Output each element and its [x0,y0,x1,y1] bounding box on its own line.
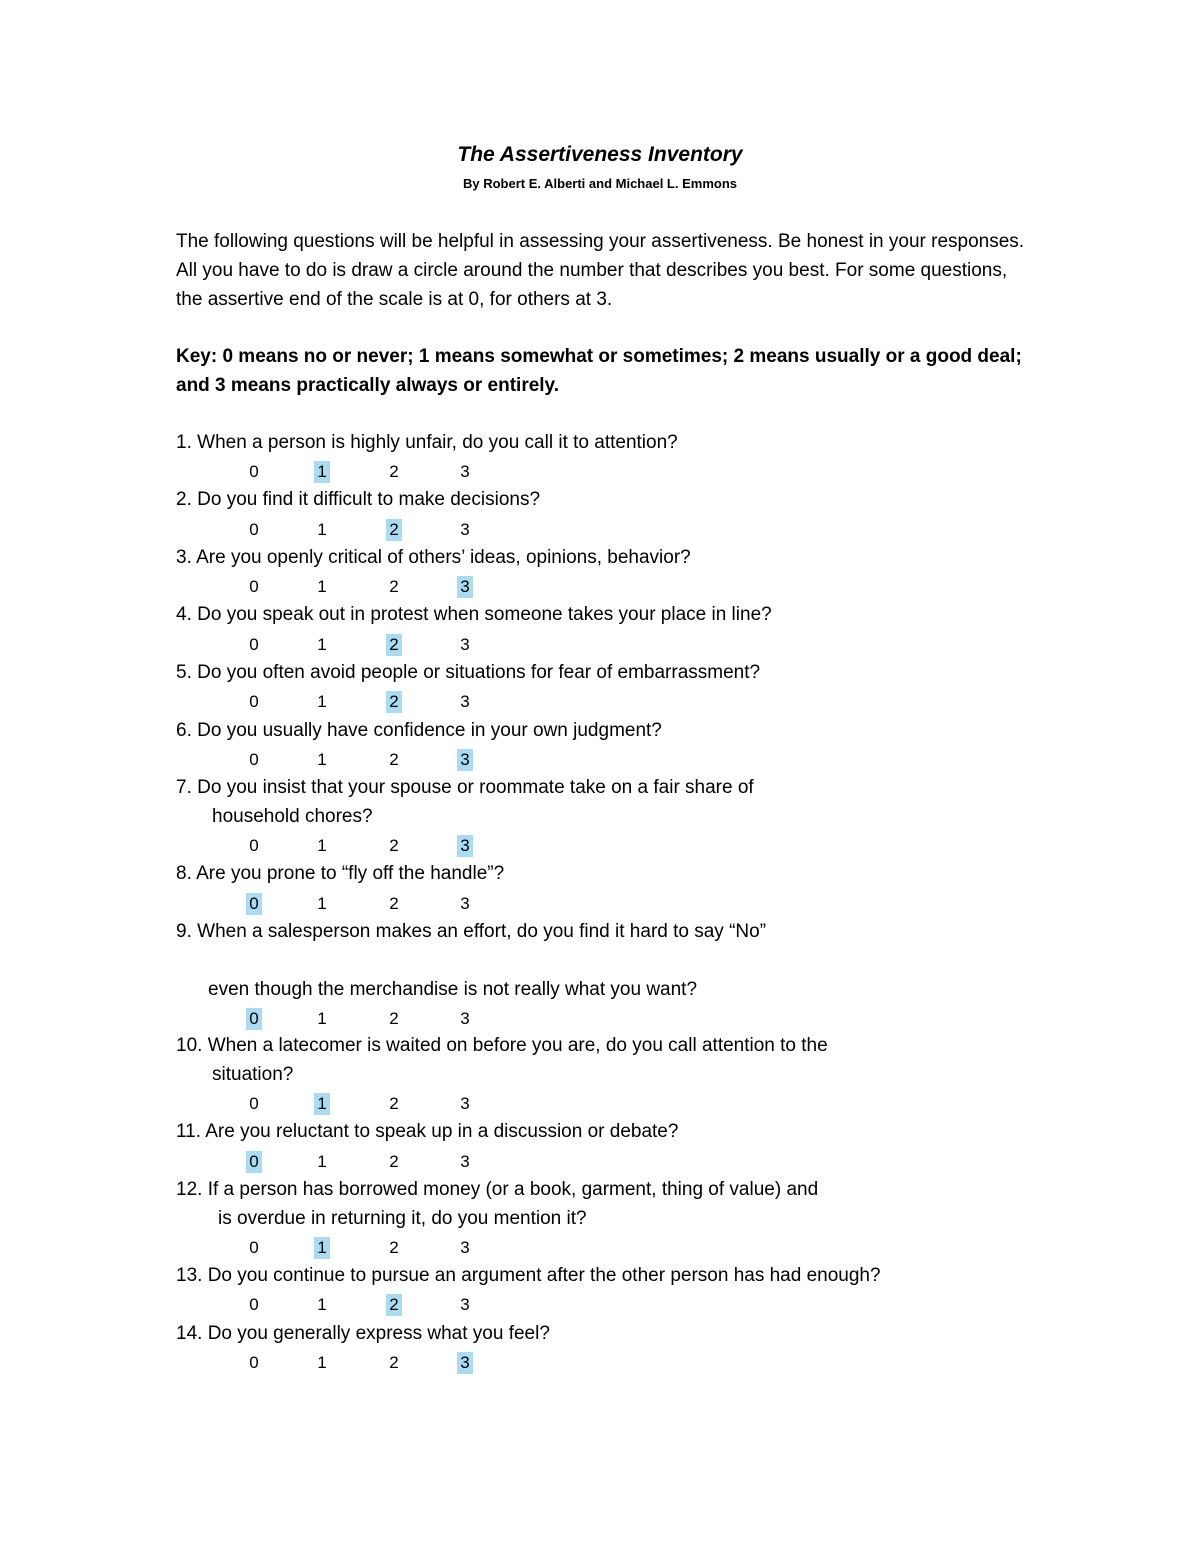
question-number: 14. [176,1323,203,1344]
question-7 [176,773,754,802]
rating-option-0[interactable]: 0 [246,1008,262,1030]
question-6 [176,716,662,745]
question-number: 2. [176,489,192,510]
question-5 [176,658,760,687]
rating-option-1[interactable]: 1 [317,577,327,596]
rating-option-1[interactable]: 1 [317,1353,327,1372]
rating-option-2[interactable]: 2 [386,634,402,656]
rating-option-1[interactable]: 1 [317,520,327,539]
rating-option-2[interactable]: 2 [389,894,399,913]
question-text: When a salesperson makes an effort, do you find it hard to say “No” [197,921,767,942]
rating-option-0[interactable]: 0 [246,893,262,915]
rating-option-1[interactable]: 1 [317,1152,327,1171]
question-number: 7. [176,777,192,798]
rating-option-2[interactable]: 2 [386,691,402,713]
rating-option-1[interactable]: 1 [317,692,327,711]
rating-option-1[interactable]: 1 [317,1295,327,1314]
question-11 [176,1117,678,1146]
question-text: Are you reluctant to speak up in a discussion or debate? [205,1121,679,1142]
rating-option-3[interactable]: 3 [460,520,470,539]
question-text: Do you often avoid people or situations for fear of embarrassment? [197,662,761,683]
document-byline: By Robert E. Alberti and Michael L. Emmons [462,176,737,191]
question-14 [176,1319,550,1348]
question-text: Do you insist that your spouse or roommate take on a fair share of [197,777,754,798]
question-number: 8. [176,863,192,884]
intro-paragraph: The following questions will be helpful in assessing your assertiveness. Be honest in your responses. All you have to do is draw a circle around the number that describes you best. For some questions, the assertive end of the scale is at 0, for others at 3. [176,231,1025,310]
rating-option-1[interactable]: 1 [317,836,327,855]
rating-option-0[interactable]: 0 [249,1295,259,1314]
question-12 [176,1175,818,1204]
rating-option-3[interactable]: 3 [457,1352,473,1374]
question-3 [176,543,691,572]
rating-option-1[interactable]: 1 [314,1237,330,1259]
question-text: If a person has borrowed money (or a book, garment, thing of value) and [207,1179,819,1200]
question-number: 13. [176,1265,203,1286]
rating-option-3[interactable]: 3 [460,894,470,913]
rating-option-1[interactable]: 1 [317,635,327,654]
rating-option-2[interactable]: 2 [389,1353,399,1372]
rating-option-0[interactable]: 0 [249,635,259,654]
rating-option-2[interactable]: 2 [389,836,399,855]
rating-option-1[interactable]: 1 [317,894,327,913]
rating-option-0[interactable]: 0 [249,577,259,596]
rating-option-0[interactable]: 0 [249,1094,259,1113]
rating-option-2[interactable]: 2 [386,1294,402,1316]
rating-option-1[interactable]: 1 [317,750,327,769]
rating-option-0[interactable]: 0 [249,462,259,481]
rating-option-0[interactable]: 0 [249,520,259,539]
question-text: Do you speak out in protest when someone takes your place in line? [197,604,772,625]
question-number: 3. [176,547,192,568]
question-number: 10. [176,1035,203,1056]
rating-option-3[interactable]: 3 [460,635,470,654]
question-number: 4. [176,604,192,625]
rating-option-3[interactable]: 3 [457,576,473,598]
question-text-continued: situation? [212,1064,294,1085]
rating-option-3[interactable]: 3 [457,749,473,771]
rating-option-3[interactable]: 3 [460,692,470,711]
rating-option-0[interactable]: 0 [249,836,259,855]
question-9 [176,917,766,946]
document-title: The Assertiveness Inventory [457,143,743,166]
question-text: Do you continue to pursue an argument after the other person has had enough? [207,1265,881,1286]
rating-option-3[interactable]: 3 [460,1152,470,1171]
rating-option-2[interactable]: 2 [389,1009,399,1028]
question-number: 11. [176,1121,202,1142]
rating-option-0[interactable]: 0 [249,692,259,711]
rating-option-2[interactable]: 2 [389,1152,399,1171]
question-text-continued: even though the merchandise is not really what you want? [208,979,698,1000]
rating-option-3[interactable]: 3 [460,462,470,481]
question-text-continued: household chores? [212,806,373,827]
question-10 [176,1031,828,1060]
question-number: 6. [176,720,192,741]
question-text: When a person is highly unfair, do you call it to attention? [197,432,678,453]
rating-option-1[interactable]: 1 [314,461,330,483]
question-text: Are you prone to “fly off the handle”? [196,863,505,884]
question-text: Are you openly critical of others’ ideas, opinions, behavior? [196,547,691,568]
rating-option-3[interactable]: 3 [460,1009,470,1028]
rating-option-2[interactable]: 2 [389,750,399,769]
rating-option-0[interactable]: 0 [246,1151,262,1173]
rating-option-0[interactable]: 0 [249,1238,259,1257]
rating-option-2[interactable]: 2 [389,1094,399,1113]
question-text: Do you generally express what you feel? [207,1323,550,1344]
rating-option-3[interactable]: 3 [460,1094,470,1113]
question-number: 9. [176,921,192,942]
question-4 [176,600,772,629]
key-paragraph: Key: 0 means no or never; 1 means somewhat or sometimes; 2 means usually or a good deal; and 3 means practically always or entirely. [176,346,1022,396]
rating-option-3[interactable]: 3 [460,1238,470,1257]
question-13 [176,1261,881,1290]
question-number: 12. [176,1179,203,1200]
question-number: 5. [176,662,192,683]
rating-option-2[interactable]: 2 [389,462,399,481]
question-text: Do you usually have confidence in your own judgment? [197,720,662,741]
question-text-continued: is overdue in returning it, do you mention it? [218,1208,587,1229]
question-text: When a latecomer is waited on before you are, do you call attention to the [207,1035,828,1056]
rating-option-1[interactable]: 1 [314,1093,330,1115]
rating-option-2[interactable]: 2 [386,519,402,541]
question-text: Do you find it difficult to make decisions? [197,489,541,510]
question-8 [176,859,504,888]
question-2 [176,485,540,514]
rating-option-0[interactable]: 0 [249,1353,259,1372]
rating-option-2[interactable]: 2 [389,1238,399,1257]
rating-option-1[interactable]: 1 [317,1009,327,1028]
rating-option-3[interactable]: 3 [457,835,473,857]
rating-option-0[interactable]: 0 [249,750,259,769]
rating-option-2[interactable]: 2 [389,577,399,596]
question-1 [176,428,678,457]
question-number: 1. [176,432,192,453]
rating-option-3[interactable]: 3 [460,1295,470,1314]
